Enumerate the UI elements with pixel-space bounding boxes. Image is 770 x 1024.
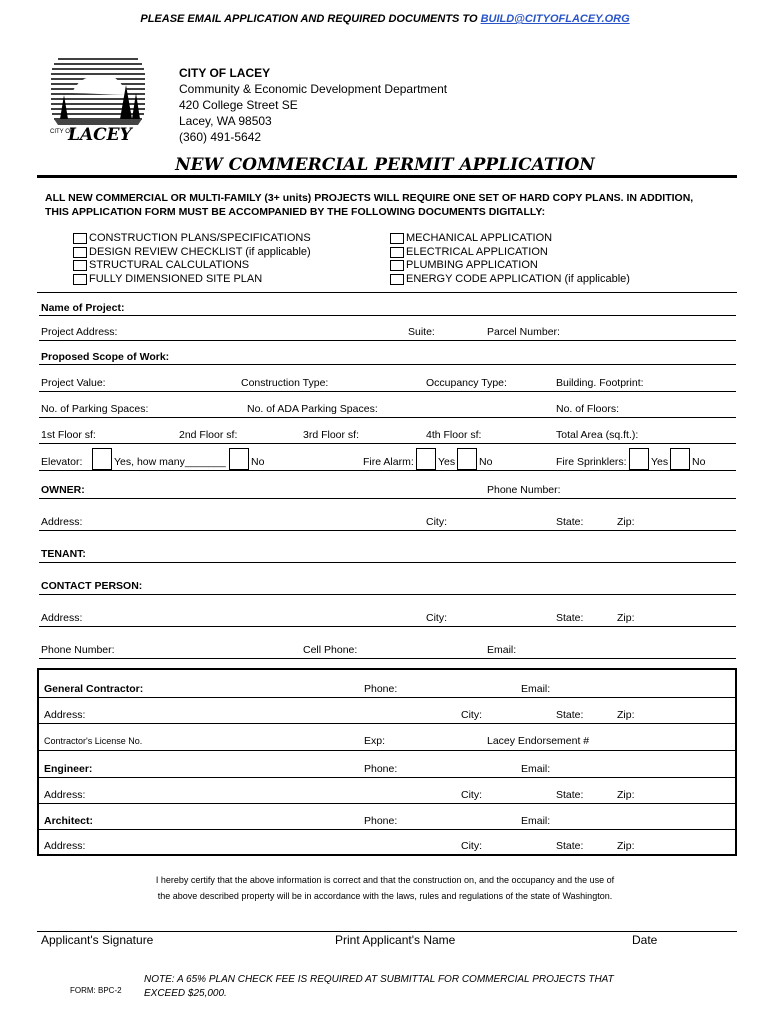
floors-label: No. of Floors: — [556, 403, 620, 415]
checklist-label: DESIGN REVIEW CHECKLIST (if applicable) — [89, 245, 311, 258]
checklist-item[interactable] — [390, 273, 630, 287]
document-checklist-left — [73, 232, 311, 286]
sprinklers-yes-label: Yes — [651, 456, 669, 468]
owner-label: OWNER: — [41, 484, 85, 496]
print-name-label: Print Applicant's Name — [335, 933, 456, 947]
contact-email-label: Email: — [487, 644, 517, 656]
engineer-phone-label: Phone: — [364, 763, 398, 775]
field-line[interactable] — [39, 391, 736, 392]
suite-label: Suite: — [408, 326, 435, 338]
contact-city-label: City: — [426, 612, 447, 624]
total-area-label: Total Area (sq.ft.): — [556, 429, 639, 441]
exp-label: Exp: — [364, 735, 386, 747]
title-rule — [37, 175, 737, 178]
tenant-label: TENANT: — [41, 548, 86, 560]
checklist-item[interactable] — [390, 232, 630, 246]
checklist-item[interactable] — [73, 273, 311, 287]
intro-line-1: ALL NEW COMMERCIAL OR MULTI-FAMILY (3+ units) PROJECTS WILL REQUIRE ONE SET OF HARD COPY PLANS. IN ADDITION, — [45, 192, 694, 204]
street-address: 420 College Street SE — [179, 98, 298, 112]
checkbox[interactable] — [73, 260, 87, 271]
engineer-zip-label: Zip: — [617, 789, 635, 801]
contact-address-label: Address: — [41, 612, 83, 624]
gc-city-label: City: — [461, 709, 482, 721]
certification-line-1: I hereby certify that the above information is correct and that the construction on, and the occupancy and the use of — [155, 875, 615, 885]
applicant-signature-label: Applicant's Signature — [41, 933, 154, 947]
owner-phone-label: Phone Number: — [487, 484, 561, 496]
dept-name: Community & Economic Development Department — [179, 82, 448, 96]
elevator-yes-checkbox[interactable] — [92, 448, 112, 470]
construction-type-label: Construction Type: — [241, 377, 329, 389]
checkbox[interactable] — [390, 247, 404, 258]
sprinklers-yes-checkbox[interactable] — [629, 448, 649, 470]
field-line[interactable] — [39, 658, 736, 659]
field-line[interactable] — [39, 626, 736, 627]
gc-state-label: State: — [556, 709, 584, 721]
field-line[interactable] — [39, 777, 735, 778]
scope-label: Proposed Scope of Work: — [41, 351, 170, 363]
fire-alarm-yes-label: Yes — [438, 456, 456, 468]
certification-line-2: the above described property will be in accordance with the laws, rules and regulations of the state of Washington. — [157, 891, 613, 901]
field-line[interactable] — [39, 750, 735, 751]
architect-city-label: City: — [461, 840, 482, 852]
checklist-label: STRUCTURAL CALCULATIONS — [89, 259, 250, 271]
contact-zip-label: Zip: — [617, 612, 635, 624]
fee-note-line-1: NOTE: A 65% PLAN CHECK FEE IS REQUIRED AT SUBMITTAL FOR COMMERCIAL PROJECTS THAT — [144, 974, 614, 985]
field-line[interactable] — [39, 443, 736, 444]
field-line[interactable] — [39, 723, 735, 724]
gc-email-label: Email: — [521, 683, 551, 695]
field-line[interactable] — [39, 340, 736, 341]
license-label: Contractor's License No. — [44, 736, 143, 746]
field-line[interactable] — [39, 829, 735, 830]
architect-label: Architect: — [44, 815, 94, 827]
engineer-state-label: State: — [556, 789, 584, 801]
engineer-label: Engineer: — [44, 763, 93, 775]
checklist-item[interactable] — [390, 246, 630, 260]
intro-text — [45, 191, 693, 219]
checklist-label: CONSTRUCTION PLANS/SPECIFICATIONS — [89, 232, 311, 244]
contact-state-label: State: — [556, 612, 584, 624]
checklist-label: ENERGY CODE APPLICATION (if applicable) — [406, 272, 630, 285]
project-address-label: Project Address: — [41, 326, 118, 338]
fire-sprinklers-label: Fire Sprinklers: — [556, 456, 627, 468]
engineer-address-label: Address: — [44, 789, 86, 801]
certification-text — [0, 872, 770, 904]
logo-city-of: CITY OF — [50, 129, 74, 135]
project-value-label: Project Value: — [41, 377, 106, 389]
checkbox[interactable] — [390, 260, 404, 271]
checklist-label: MECHANICAL APPLICATION — [406, 232, 553, 244]
fire-alarm-yes-checkbox[interactable] — [416, 448, 436, 470]
ada-parking-label: No. of ADA Parking Spaces: — [247, 403, 378, 415]
owner-address-label: Address: — [41, 516, 83, 528]
floor2-label: 2nd Floor sf: — [179, 429, 238, 441]
architect-address-label: Address: — [44, 840, 86, 852]
fee-note-line-2: EXCEED $25,000. — [144, 988, 227, 999]
fire-alarm-no-label: No — [479, 456, 493, 468]
checklist-item[interactable] — [73, 232, 311, 246]
form-title: NEW COMMERCIAL PERMIT APPLICATION — [175, 155, 595, 175]
fire-alarm-no-checkbox[interactable] — [457, 448, 477, 470]
sprinklers-no-label: No — [692, 456, 706, 468]
owner-state-label: State: — [556, 516, 584, 528]
department-address — [179, 65, 447, 145]
date-label: Date — [632, 933, 658, 947]
sprinklers-no-checkbox[interactable] — [670, 448, 690, 470]
elevator-no-label: No — [251, 456, 265, 468]
gc-label: General Contractor: — [44, 683, 144, 695]
project-name-label: Name of Project: — [41, 302, 125, 314]
signature-line[interactable] — [37, 931, 737, 932]
form-number: FORM: BPC-2 — [70, 986, 122, 995]
field-line[interactable] — [39, 594, 736, 595]
contact-phone-label: Phone Number: — [41, 644, 115, 656]
parcel-label: Parcel Number: — [487, 326, 560, 338]
field-line[interactable] — [39, 803, 735, 804]
field-line[interactable] — [39, 530, 736, 531]
architect-state-label: State: — [556, 840, 584, 852]
email-link[interactable]: BUILD@CITYOFLACEY.ORG — [480, 13, 630, 25]
checklist-label: FULLY DIMENSIONED SITE PLAN — [89, 272, 263, 285]
checkbox[interactable] — [390, 274, 404, 285]
floor4-label: 4th Floor sf: — [426, 429, 482, 441]
gc-zip-label: Zip: — [617, 709, 635, 721]
document-checklist-right — [390, 232, 630, 286]
intro-line-2: THIS APPLICATION FORM MUST BE ACCOMPANIED BY THE FOLLOWING DOCUMENTS DIGITALLY: — [45, 206, 546, 218]
parking-label: No. of Parking Spaces: — [41, 403, 149, 415]
field-line[interactable] — [39, 364, 736, 365]
section-rule — [37, 292, 737, 293]
checklist-label: PLUMBING APPLICATION — [406, 259, 538, 271]
field-line[interactable] — [39, 562, 736, 563]
checkbox[interactable] — [390, 233, 404, 244]
floor1-label: 1st Floor sf: — [41, 429, 96, 441]
checklist-label: ELECTRICAL APPLICATION — [406, 245, 548, 258]
logo-name: LACEY — [68, 125, 132, 145]
org-name: CITY OF LACEY — [179, 66, 271, 80]
footprint-label: Building. Footprint: — [556, 377, 644, 389]
elevator-yes-label: Yes, how many_______ — [114, 456, 226, 468]
gc-address-label: Address: — [44, 709, 86, 721]
elevator-label: Elevator: — [41, 456, 83, 468]
email-instruction-text: PLEASE EMAIL APPLICATION AND REQUIRED DOCUMENTS TO — [140, 13, 481, 25]
contact-label: CONTACT PERSON: — [41, 580, 143, 592]
checklist-item[interactable] — [390, 259, 630, 273]
field-line[interactable] — [39, 498, 736, 499]
checkbox[interactable] — [73, 233, 87, 244]
checkbox[interactable] — [73, 247, 87, 258]
owner-zip-label: Zip: — [617, 516, 635, 528]
email-instruction — [0, 13, 770, 25]
elevator-no-checkbox[interactable] — [229, 448, 249, 470]
field-line[interactable] — [39, 697, 735, 698]
checklist-item[interactable] — [73, 246, 311, 260]
fee-note — [144, 973, 614, 1001]
contact-cell-label: Cell Phone: — [303, 644, 358, 656]
city-state-zip: Lacey, WA 98503 — [179, 114, 272, 128]
architect-zip-label: Zip: — [617, 840, 635, 852]
engineer-email-label: Email: — [521, 763, 551, 775]
occupancy-type-label: Occupancy Type: — [426, 377, 507, 389]
gc-phone-label: Phone: — [364, 683, 398, 695]
field-line[interactable] — [39, 315, 736, 316]
checkbox[interactable] — [73, 274, 87, 285]
field-line[interactable] — [39, 470, 736, 471]
dept-phone: (360) 491-5642 — [179, 130, 262, 144]
architect-email-label: Email: — [521, 815, 551, 827]
architect-phone-label: Phone: — [364, 815, 398, 827]
floor3-label: 3rd Floor sf: — [303, 429, 360, 441]
fire-alarm-label: Fire Alarm: — [363, 456, 414, 468]
engineer-city-label: City: — [461, 789, 482, 801]
owner-city-label: City: — [426, 516, 447, 528]
endorsement-label: Lacey Endorsement # — [487, 735, 590, 747]
checklist-item[interactable] — [73, 259, 311, 273]
field-line[interactable] — [39, 417, 736, 418]
